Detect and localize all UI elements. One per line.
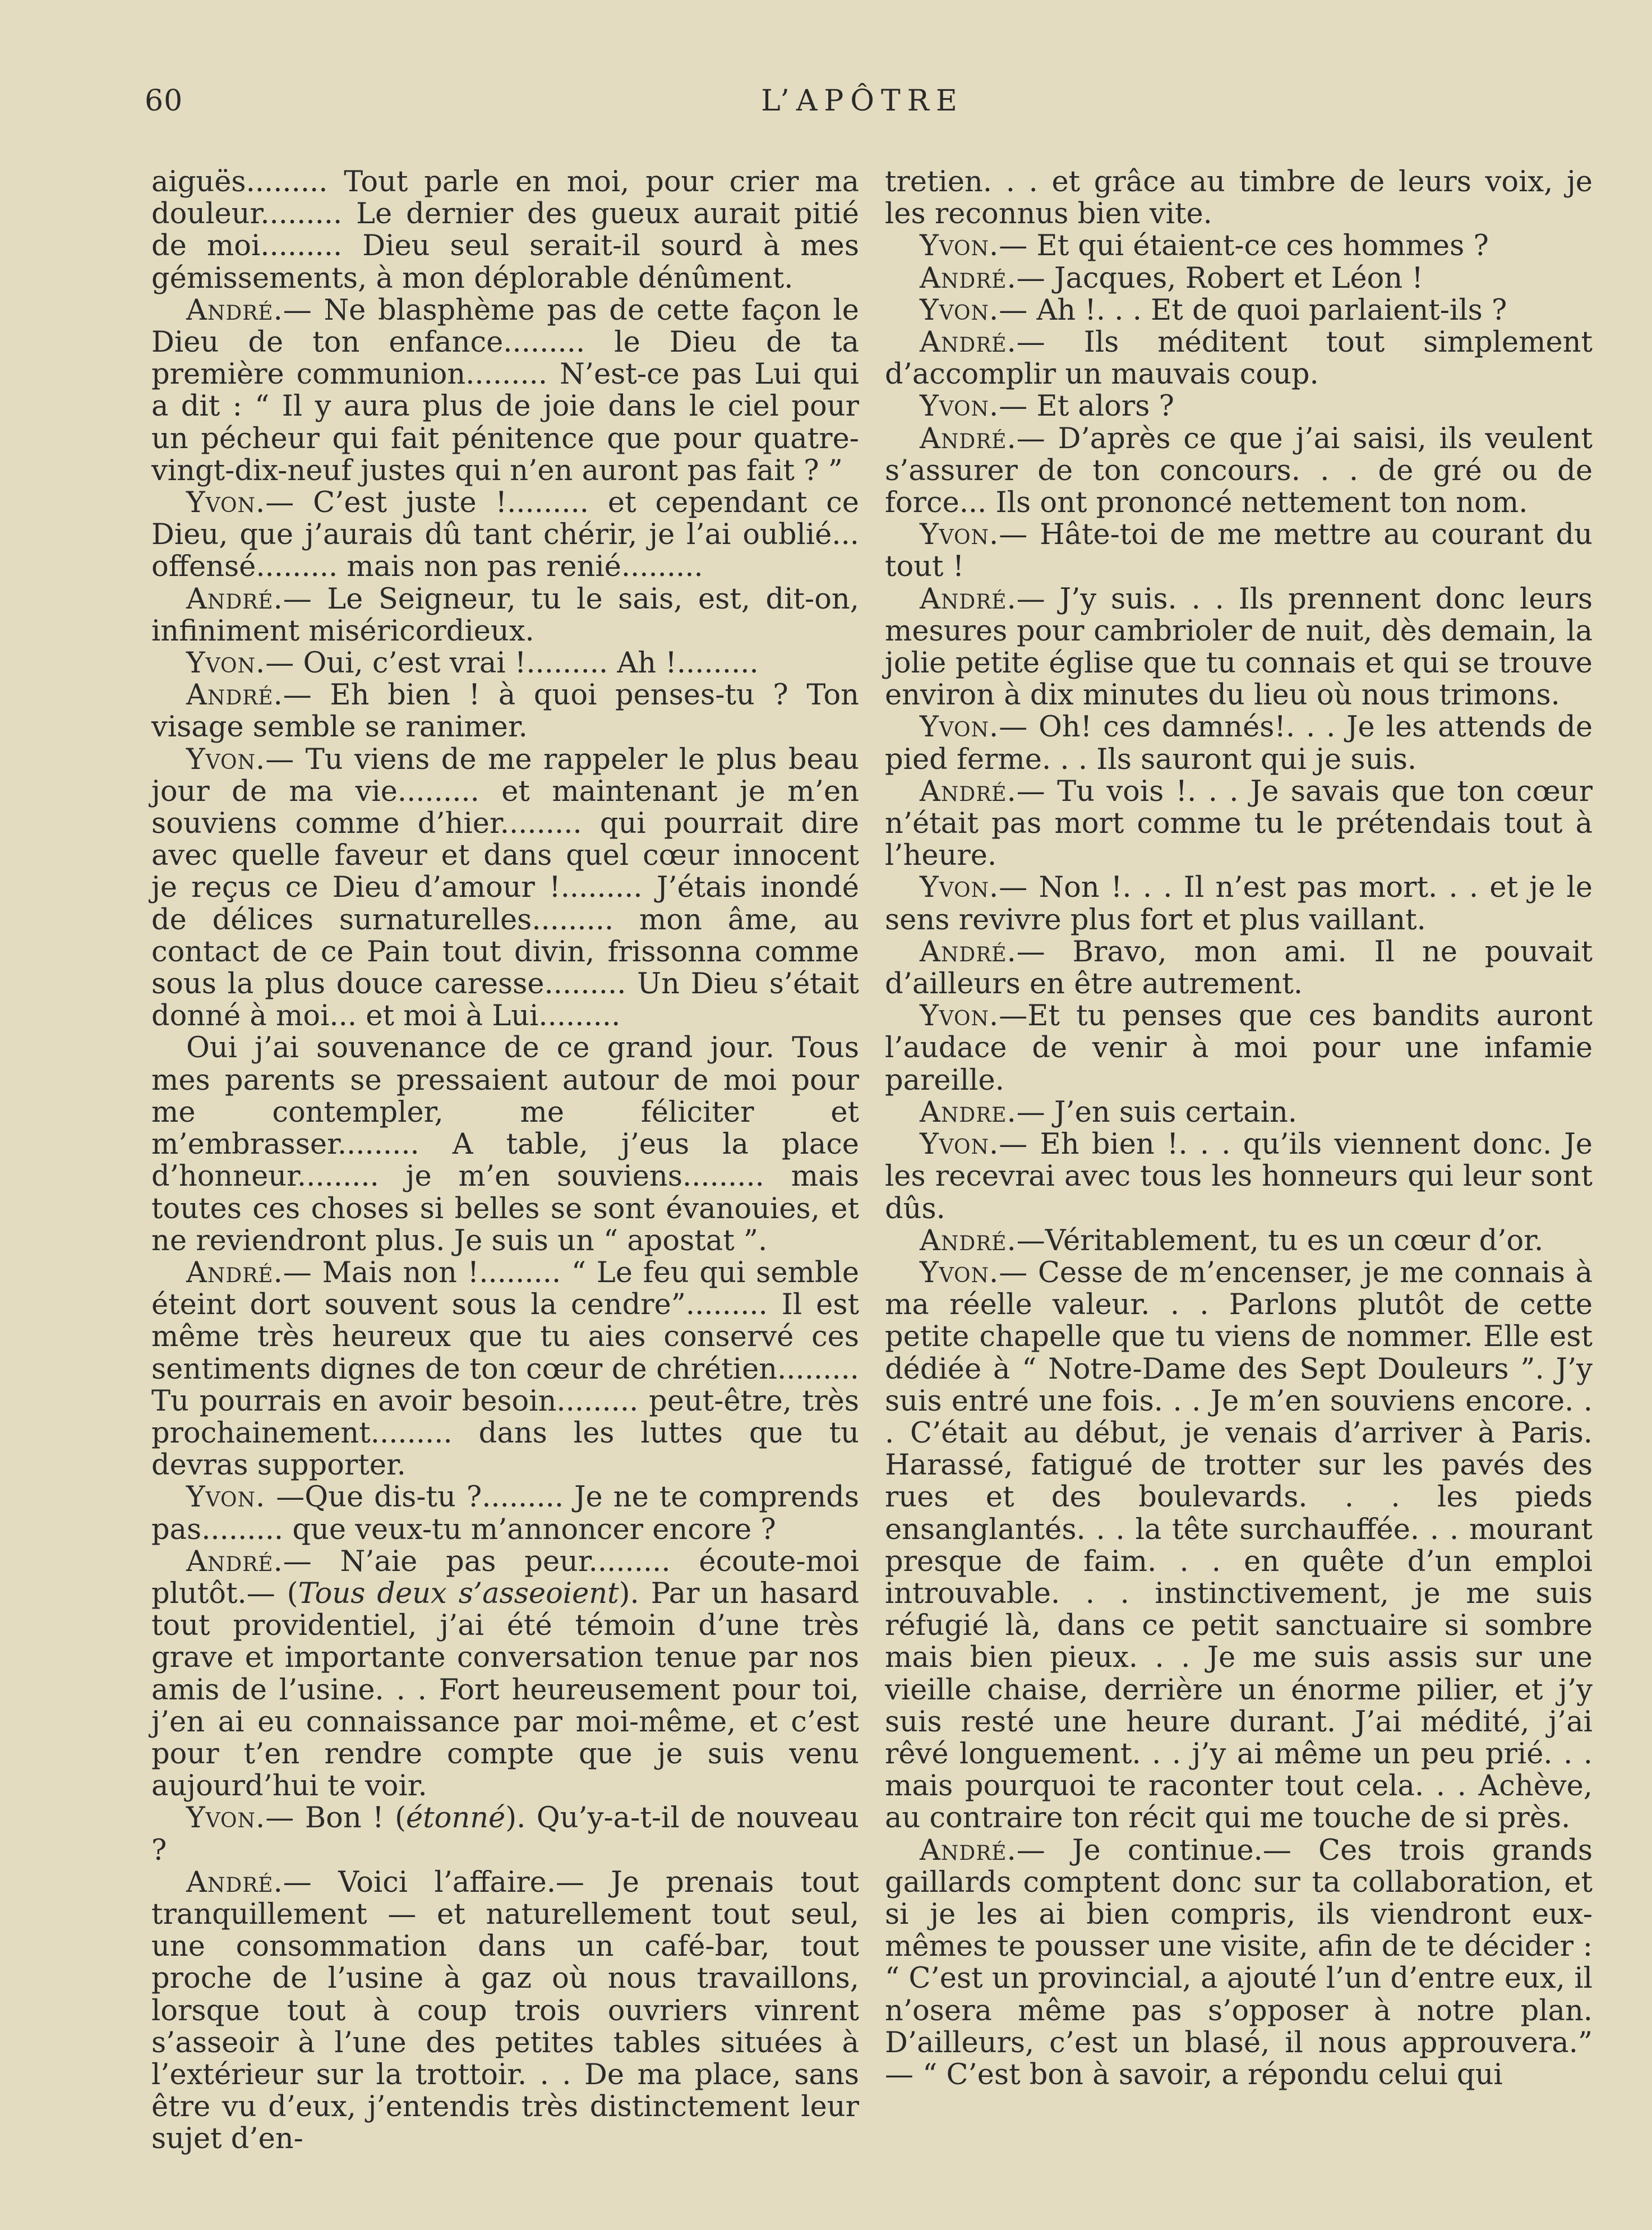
paragraph [151,647,859,679]
paragraph [151,1481,859,1545]
text-run: — J’en suis certain. [1016,1095,1298,1129]
speaker-name: André. [920,1833,1017,1867]
text-run: aiguës......... Tout parle en moi, pour crier ma douleur......... Le dernier des gueux aurait pitié de moi......... Dieu seul serait-il sourd à mes gémissements, à mon déplorable dénûment. [151,165,859,295]
text-run: — Eh bien ! à quoi penses-tu ? Ton visage semble se ranimer. [151,679,859,744]
speaker-name: Yvon. [920,390,999,423]
speaker-name: Yvon. [920,999,999,1033]
text-run: — Ah !. . . Et de quoi parlaient-ils ? [999,293,1507,327]
speaker-name: André. [186,1256,283,1289]
right-text-column [885,166,1593,2091]
running-title: L’APÔTRE [761,84,964,118]
speaker-name: André. [920,1224,1017,1257]
text-run: — Eh bien !. . . qu’ils viennent donc. Je les recevrai avec tous les honneurs qui leur sont dûs. [885,1128,1593,1225]
text-run: — Tu vois !. . . Je savais que ton cœur n’était pas mort comme tu le prétendais tout à l’heure. [885,775,1593,873]
paragraph [151,1867,859,2155]
page-header [145,84,1580,129]
paragraph [151,1032,859,1256]
paragraph [885,1835,1593,2091]
paragraph [885,936,1593,1000]
paragraph [885,326,1593,390]
paragraph [151,487,859,583]
text-run: — Ils méditent tout simplement d’accomplir un mauvais coup. [885,326,1593,391]
paragraph [151,679,859,743]
text-run: — Et alors ? [999,390,1174,423]
speaker-name: Yvon. [920,229,999,263]
text-run: — Non !. . . Il n’est pas mort. . . et je le sens revivre plus fort et plus vaillant. [885,871,1593,937]
text-run: Oui j’ai souvenance de ce grand jour. Tous mes parents se pressaient autour de moi pour me contempler, me féliciter et m’embrasser......... A table, j’eus la place d’honneur......... je m’en souviens......... mais toutes ces choses si belles se sont évanouies, et ne reviendront plus. Je suis un “ apostat ”. [151,1031,859,1257]
text-run: — Voici l’affaire.— Je prenais tout tranquillement — et naturellement tout seul, une consommation dans un café-bar, tout proche de l’usine à gaz où nous travaillons, lorsque tout à coup trois ouvriers vinrent s’asseoir à l’une des petites tables situées à l’extérieur sur la trottoir. . . De ma place, sans être vu d’eux, j’entendis très distinctement leur sujet d’en- [151,1865,859,2156]
paragraph [885,1225,1593,1257]
text-run: — Et qui étaient-ce ces hommes ? [999,229,1489,263]
paragraph [885,166,1593,230]
speaker-name: André. [920,582,1017,616]
speaker-name: André. [186,293,283,327]
paragraph [151,744,859,1033]
speaker-name: André. [920,326,1017,360]
speaker-name: André. [186,1545,283,1578]
paragraph [151,166,859,294]
text-run: — Bravo, mon ami. Il ne pouvait d’ailleurs en être autrement. [885,935,1593,1001]
speaker-name: Andre. [920,1095,1017,1129]
text-run: — Hâte-toi de me mettre au courant du tout ! [885,518,1593,584]
paragraph [151,1802,859,1866]
text-run: — Jacques, Robert et Léon ! [1016,261,1423,295]
text-run: — Oh! ces damnés!. . . Je les attends de pied ferme. . . Ils sauront qui je suis. [885,711,1593,776]
speaker-name: André. [186,679,283,712]
speaker-name: André. [920,935,1017,969]
stage-direction: Tous deux s’asseoient [298,1577,619,1610]
text-run: — N’aie pas peur......... écoute-moi plutôt.— ( [151,1545,859,1610]
text-run: — Le Seigneur, tu le sais, est, dit-on, infiniment miséricordieux. [151,582,859,648]
paragraph [151,583,859,647]
text-run: ). Qu’y-a-t-il de nouveau ? [151,1801,859,1867]
speaker-name: Yvon. [186,647,266,680]
text-run: —Véritablement, tu es un cœur d’or. [1016,1224,1544,1257]
text-run: — Je continue.— Ces trois grands gaillards comptent donc sur ta collaboration, et si je les ai bien compris, ils viendront eux-mêmes te pousser une visite, afin de te décider : “ C’est un provincial, a ajouté l’un d’entre eux, il n’osera même pas s’opposer à notre plan. D’ailleurs, c’est un blasé, il nous approuvera.” — “ C’est bon à savoir, a répondu celui qui [885,1833,1593,2091]
speaker-name: André. [920,775,1017,808]
speaker-name: Yvon. [920,293,999,327]
paragraph [151,1257,859,1481]
stage-direction: étonné [405,1801,506,1835]
paragraph [885,294,1593,326]
text-run: — Mais non !......... “ Le feu qui semble éteint dort souvent sous la cendre”......... Il est même très heureux que tu aies conservé ces sentiments dignes de ton cœur de chrétien......... Tu pourrais en avoir besoin......... peut-être, très prochainement......... dans les luttes que tu devras supporter. [151,1256,859,1482]
text-run: — Ne blasphème pas de cette façon le Dieu de ton enfance......... le Dieu de ta première communion......... N’est-ce pas Lui qui a dit : “ Il y aura plus de joie dans le ciel pour un pécheur qui fait pénitence que pour quatre-vingt-dix-neuf justes qui n’en auront pas fait ? ” [151,293,859,487]
paragraph [885,262,1593,294]
text-run: — D’après ce que j’ai saisi, ils veulent s’assurer de ton concours. . . de gré ou de force... Ils ont prononcé nettement ton nom. [885,422,1593,520]
page-number: 60 [145,84,183,118]
speaker-name: André. [186,582,283,616]
speaker-name: Yvon. [186,1801,266,1835]
paragraph [151,294,859,487]
text-run: — Tu viens de me rappeler le plus beau jour de ma vie......... et maintenant je m’en souviens comme d’hier......... qui pourrait dire avec quelle faveur et dans quel cœur innocent je reçus ce Dieu d’amour !......... J’étais inondé de délices surnaturelles......... mon âme, au contact de ce Pain tout divin, frissonna comme sous la plus douce caresse......... Un Dieu s’était donné à moi... et moi à Lui......... [151,743,859,1033]
text-run: — Cesse de m’encenser, je me connais à ma réelle valeur. . . Parlons plutôt de cette petite chapelle que tu viens de nommer. Elle est dédiée à “ Notre-Dame des Sept Douleurs ”. J’y suis entré une fois. . . Je m’en souviens encore. . . C’était au début, je venais d’arriver à Paris. Harassé, fatigué de trotter sur les pavés des rues et des boulevards. . . les pieds ensanglantés. . . la tête surchauffée. . . mourant presque de faim. . . en quête d’un emploi introuvable. . . instinctivement, je me suis réfugié là, dans ce petit sanctuaire si sombre mais bien pieux. . . Je me suis assis sur une vieille chaise, derrière un énorme pilier, et j’y suis resté une heure durant. J’ai médité, j’ai rêvé longuement. . . j’y ai même un peu prié. . . mais pourquoi te raconter tout cela. . . Achève, au contraire ton récit qui me touche de si près. [885,1256,1593,1835]
paragraph [885,230,1593,262]
text-run: — C’est juste !......... et cependant ce Dieu, que j’aurais dû tant chérir, je l’ai oublié... offensé......... mais non pas renié......... [151,486,859,584]
text-run: ). Par un hasard tout providentiel, j’ai été témoin d’une très grave et importante conversation tenue par nos amis de l’usine. . . Fort heureusement pour toi, j’en ai eu connaissance par moi-même, et c’est pour t’en rendre compte que je suis venu aujourd’hui te voir. [151,1577,859,1803]
speaker-name: Yvon. [186,1481,266,1514]
paragraph [885,1128,1593,1225]
paragraph [885,583,1593,712]
speaker-name: Yvon. [920,871,999,905]
text-run: tretien. . . et grâce au timbre de leurs voix, je les reconnus bien vite. [885,165,1593,231]
text-run: — Bon ! ( [265,1801,406,1835]
speaker-name: Yvon. [920,711,999,744]
left-text-column [151,166,859,2155]
speaker-name: Yvon. [920,1128,999,1162]
speaker-name: Yvon. [186,486,266,520]
speaker-name: André. [920,422,1017,455]
text-run: —Que dis-tu ?......... Je ne te comprends pas......... que veux-tu m’annoncer encore ? [151,1481,859,1546]
text-run: —Et tu penses que ces bandits auront l’audace de venir à moi pour une infamie pareille. [885,999,1593,1097]
speaker-name: Yvon. [920,1256,999,1289]
speaker-name: Yvon. [186,743,266,776]
paragraph [885,519,1593,583]
paragraph [885,1096,1593,1128]
paragraph [885,711,1593,775]
text-run: — Oui, c’est vrai !......... Ah !......... [265,647,759,680]
paragraph [885,776,1593,872]
paragraph [885,872,1593,936]
text-run: — J’y suis. . . Ils prennent donc leurs mesures pour cambrioler de nuit, dès demain, la jolie petite église que tu connais et qui se trouve environ à dix minutes du lieu où nous trimons. [885,582,1593,712]
paragraph [885,390,1593,422]
paragraph [151,1546,859,1803]
speaker-name: Yvon. [920,518,999,552]
speaker-name: André. [186,1865,283,1899]
paragraph [885,1000,1593,1096]
paragraph [885,423,1593,519]
speaker-name: André. [920,261,1017,295]
paragraph [885,1257,1593,1835]
